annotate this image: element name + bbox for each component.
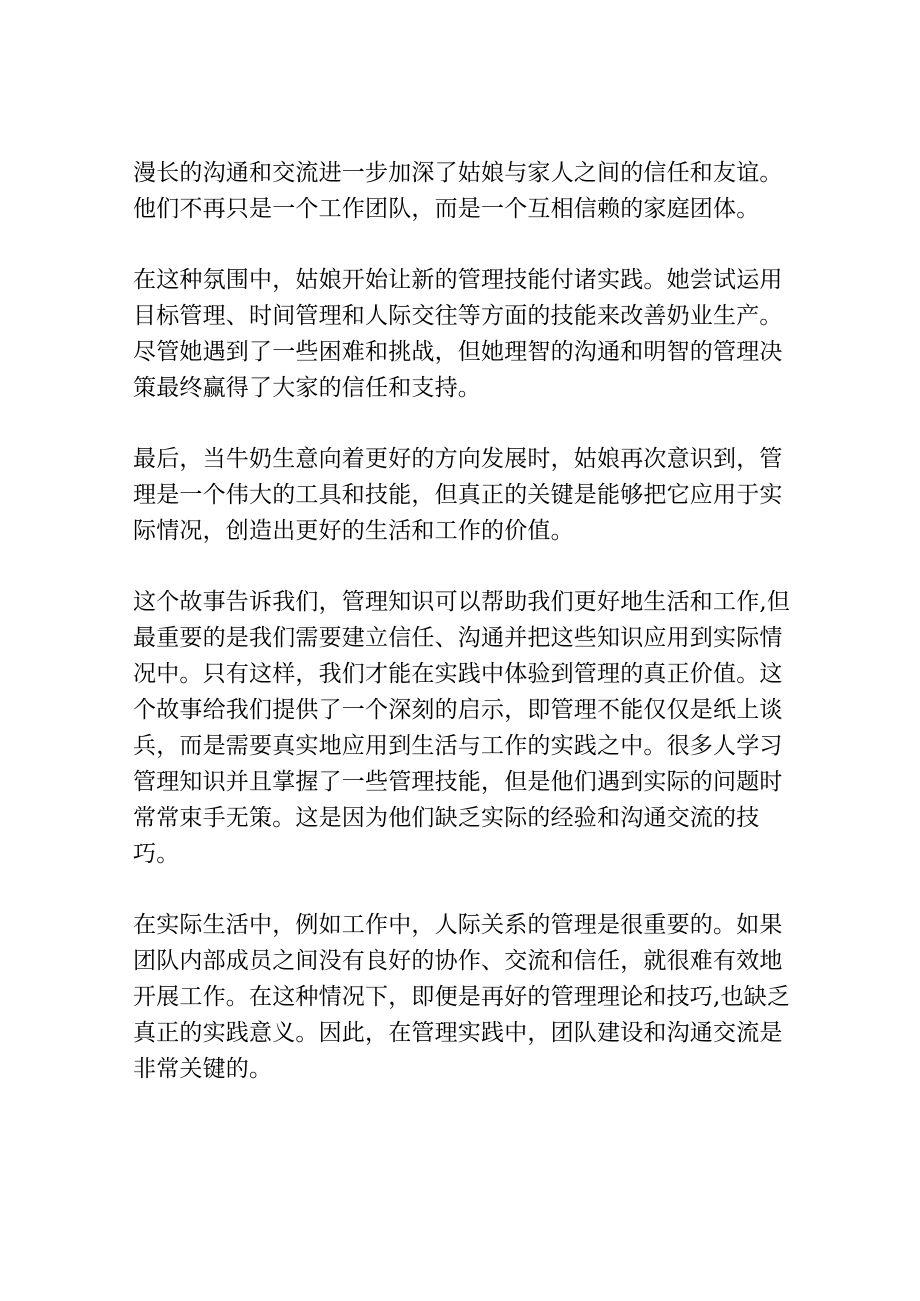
text-line: 这个故事告诉我们，管理知识可以帮助我们更好地生活和工作,但 xyxy=(133,589,791,615)
text-line: 际情况，创造出更好的生活和工作的价值。 xyxy=(133,518,574,544)
text-line: 真正的实践意义。因此，在管理实践中，团队建设和沟通交流是 xyxy=(133,1020,783,1046)
text-line: 非常关键的。 xyxy=(133,1056,273,1082)
text-line: 管理知识并且掌握了一些管理技能，但是他们遇到实际的问题时 xyxy=(133,769,783,795)
text-line: 最重要的是我们需要建立信任、沟通并把这些知识应用到实际情 xyxy=(133,625,783,651)
text-line: 巧。 xyxy=(133,841,180,867)
paragraph-3 xyxy=(133,441,798,549)
text-line: 理是一个伟大的工具和技能，但真正的关键是能够把它应用于实 xyxy=(133,482,783,508)
text-line: 兵，而是需要真实地应用到生活与工作的实践之中。很多人学习 xyxy=(133,733,783,759)
paragraph-2 xyxy=(133,262,798,406)
paragraph-4 xyxy=(133,584,798,872)
text-line: 常常束手无策。这是因为他们缺乏实际的经验和沟通交流的技 xyxy=(133,805,760,831)
text-line: 开展工作。在这种情况下，即便是再好的管理理论和技巧,也缺乏 xyxy=(133,984,791,1010)
text-line: 团队内部成员之间没有良好的协作、交流和信任，就很难有效地 xyxy=(133,948,783,974)
text-line: 个故事给我们提供了一个深刻的启示，即管理不能仅仅是纸上谈 xyxy=(133,697,783,723)
text-line: 他们不再只是一个工作团队，而是一个互相信赖的家庭团体。 xyxy=(133,196,760,222)
text-line: 漫长的沟通和交流进一步加深了姑娘与家人之间的信任和友谊。 xyxy=(133,160,783,186)
text-line: 况中。只有这样，我们才能在实践中体验到管理的真正价值。这 xyxy=(133,661,783,687)
text-line: 策最终赢得了大家的信任和支持。 xyxy=(133,375,481,401)
paragraph-1 xyxy=(133,155,798,227)
text-line: 最后，当牛奶生意向着更好的方向发展时，姑娘再次意识到，管 xyxy=(133,446,783,472)
text-line: 在实际生活中，例如工作中，人际关系的管理是很重要的。如果 xyxy=(133,912,783,938)
text-line: 目标管理、时间管理和人际交往等方面的技能来改善奶业生产。 xyxy=(133,303,783,329)
text-line: 在这种氛围中，姑娘开始让新的管理技能付诸实践。她尝试运用 xyxy=(133,267,783,293)
document-body xyxy=(133,155,798,1122)
text-line: 尽管她遇到了一些困难和挑战，但她理智的沟通和明智的管理决 xyxy=(133,339,783,365)
paragraph-5 xyxy=(133,907,798,1087)
